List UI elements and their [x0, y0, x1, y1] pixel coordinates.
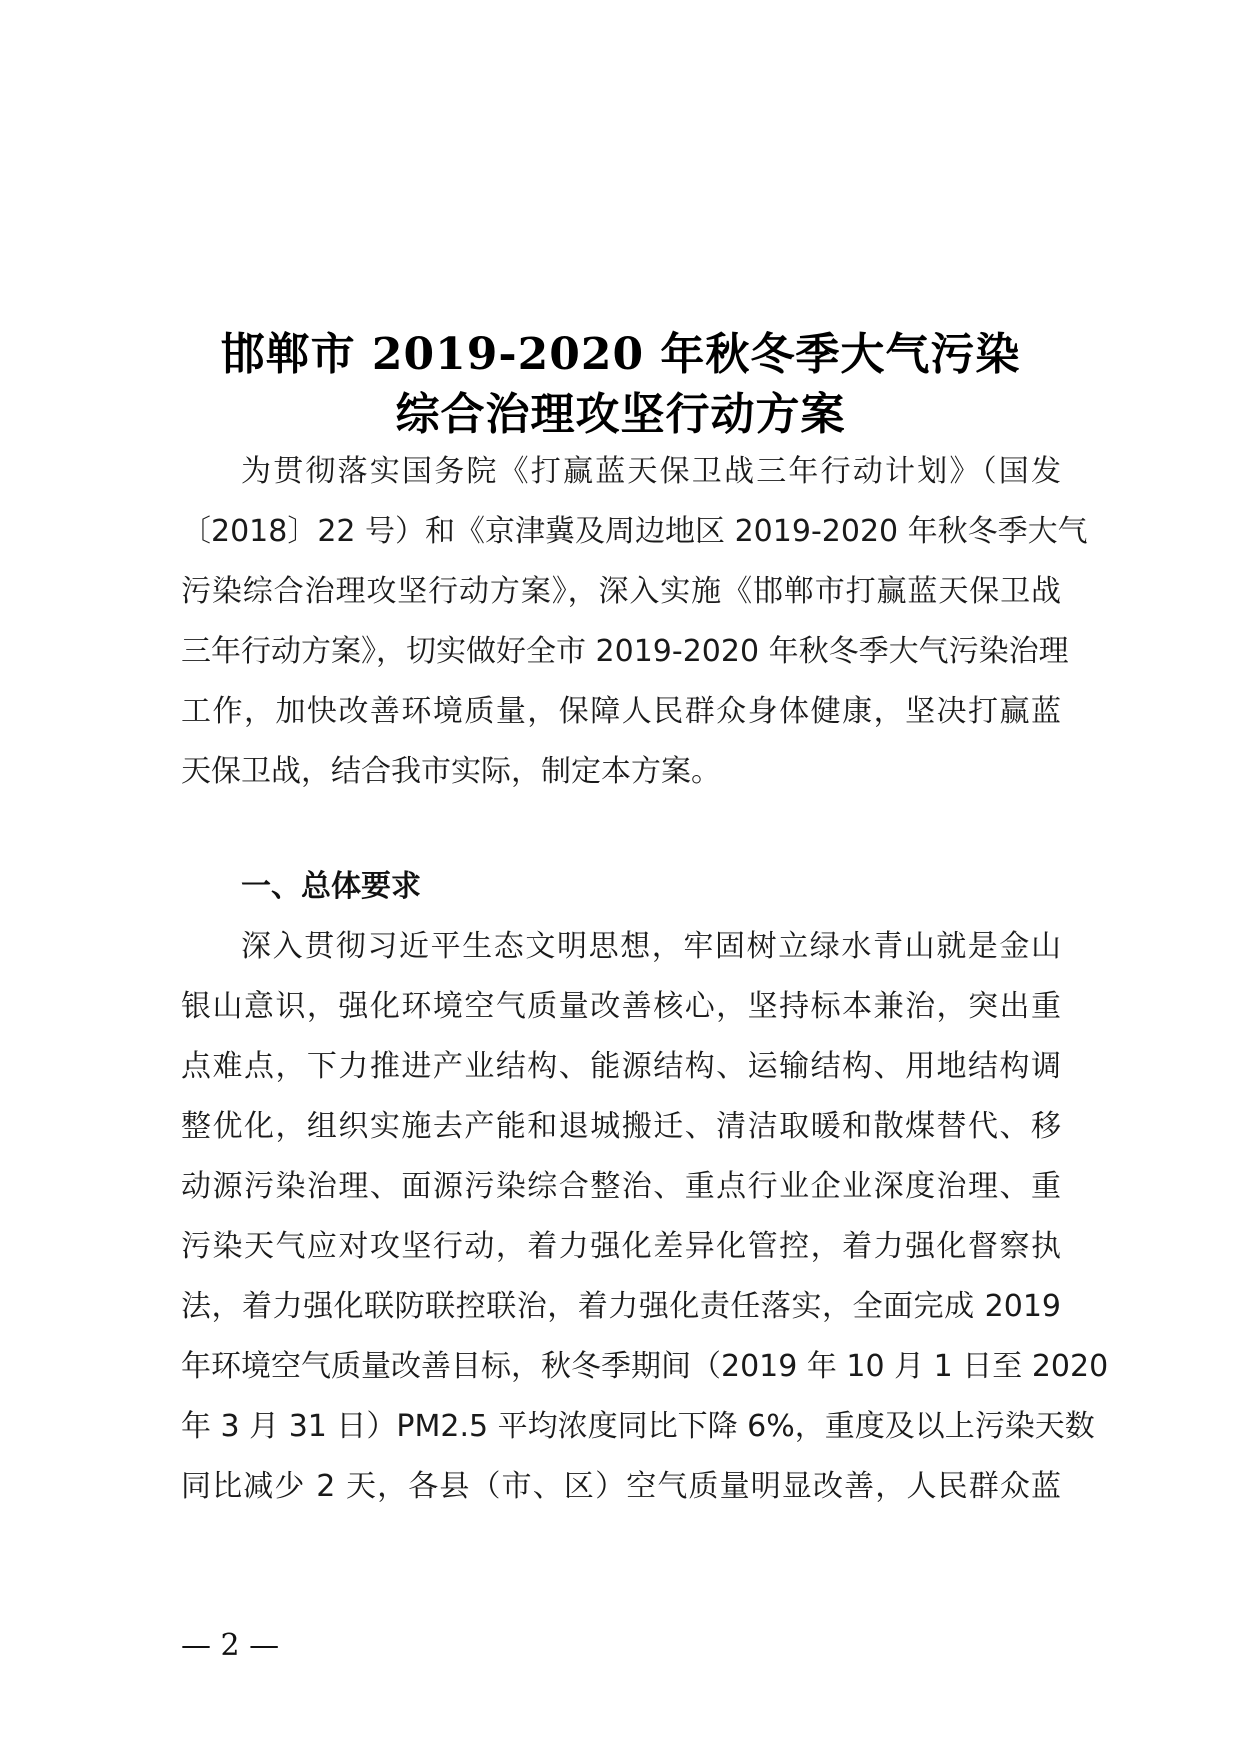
section-line: 深入贯彻习近平生态文明思想，牢固树立绿水青山就是金山 [241, 929, 1061, 964]
section-line: 法，着力强化联防联控联治，着力强化责任落实，全面完成 2019 [181, 1289, 1061, 1324]
section-line: 点难点，下力推进产业结构、能源结构、运输结构、用地结构调 [181, 1049, 1061, 1084]
intro-line: 〔2018〕22 号）和《京津冀及周边地区 2019-2020 年秋冬季大气 [181, 514, 1088, 549]
section-line: 同比减少 2 天，各县（市、区）空气质量明显改善，人民群众蓝 [181, 1469, 1061, 1504]
section-line: 年 3 月 31 日）PM2.5 平均浓度同比下降 6%，重度及以上污染天数 [181, 1409, 1095, 1444]
section-line: 污染天气应对攻坚行动，着力强化差异化管控，着力强化督察执 [181, 1229, 1061, 1264]
section-line: 整优化，组织实施去产能和退城搬迁、清洁取暖和散煤替代、移 [181, 1109, 1061, 1144]
document-title-line-2: 综合治理攻坚行动方案 [395, 389, 846, 440]
page-number: — 2 — [181, 1628, 280, 1663]
intro-line: 污染综合治理攻坚行动方案》，深入实施《邯郸市打赢蓝天保卫战 [181, 574, 1061, 609]
intro-line: 为贯彻落实国务院《打赢蓝天保卫战三年行动计划》（国发 [241, 454, 1061, 489]
section-line: 动源污染治理、面源污染综合整治、重点行业企业深度治理、重 [181, 1169, 1061, 1204]
section-line: 银山意识，强化环境空气质量改善核心，坚持标本兼治，突出重 [181, 989, 1061, 1024]
intro-line: 工作，加快改善环境质量，保障人民群众身体健康，坚决打赢蓝 [181, 694, 1061, 729]
document-title-line-1: 邯郸市 2019-2020 年秋冬季大气污染 [220, 329, 1021, 380]
section-heading: 一、总体要求 [241, 869, 421, 904]
intro-line: 天保卫战，结合我市实际，制定本方案。 [181, 754, 721, 789]
intro-line: 三年行动方案》，切实做好全市 2019-2020 年秋冬季大气污染治理 [181, 634, 1069, 669]
section-line: 年环境空气质量改善目标，秋冬季期间（2019 年 10 月 1 日至 2020 [181, 1349, 1109, 1384]
